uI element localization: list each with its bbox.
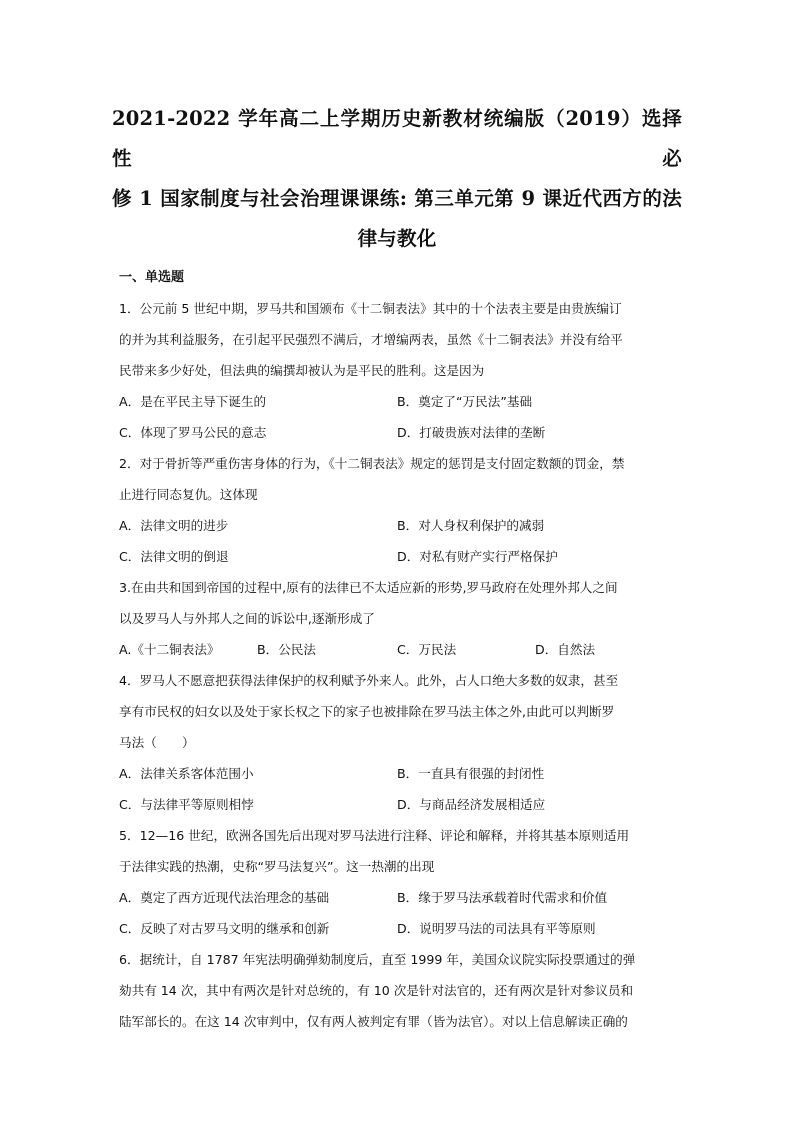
question-text-line: 3.在由共和国到帝国的过程中,原有的法律已不太适应新的形势,罗马政府在处理外邦人之间 <box>119 580 618 595</box>
section-heading: 一、单选题 <box>119 270 185 285</box>
question-text-line: 陆军部长的。在这 14 次审判中，仅有两人被判定有罪（皆为法官）。对以上信息解读正确的 <box>119 1014 628 1029</box>
option-c[interactable]: C．与法律平等原则相悖 <box>119 797 254 812</box>
option-d[interactable]: D．打破贵族对法律的垄断 <box>397 425 546 440</box>
option-a[interactable]: A．法律关系客体范围小 <box>119 766 254 781</box>
option-c[interactable]: C．体现了罗马公民的意志 <box>119 425 267 440</box>
title-line-1: 2021-2022 学年高二上学期历史新教材统编版（2019）选择性必 <box>112 107 682 170</box>
question-text-line: 以及罗马人与外邦人之间的诉讼中,逐渐形成了 <box>119 611 375 626</box>
option-a[interactable]: A．法律文明的进步 <box>119 518 229 533</box>
question-list <box>119 262 675 1037</box>
question-text-line: 4．罗马人不愿意把获得法律保护的权利赋予外来人。此外，占人口绝大多数的奴隶，甚至 <box>119 673 619 688</box>
question-text-line: 2．对于骨折等严重伤害身体的行为，《十二铜表法》规定的惩罚是支付固定数额的罚金，禁 <box>119 456 625 471</box>
option-d[interactable]: D．说明罗马法的司法具有平等原则 <box>397 921 596 936</box>
option-c[interactable]: C．反映了对古罗马文明的继承和创新 <box>119 921 330 936</box>
option-a[interactable]: A.《十二铜表法》 <box>119 642 220 657</box>
question-2 <box>119 448 675 572</box>
option-a[interactable]: A．奠定了西方近现代法治理念的基础 <box>119 890 330 905</box>
question-1 <box>119 293 675 448</box>
question-text-line: 劾共有 14 次，其中有两次是针对总统的，有 10 次是针对法官的，还有两次是针对参议员和 <box>119 983 634 998</box>
question-text-line: 1．公元前 5 世纪中期，罗马共和国颁布《十二铜表法》其中的十个法表主要是由贵族编订 <box>119 301 622 316</box>
option-b[interactable]: B．一直具有很强的封闭性 <box>397 766 545 781</box>
title-line-3: 律与教化 <box>357 227 437 250</box>
option-d[interactable]: D．与商品经济发展相适应 <box>397 797 546 812</box>
option-b[interactable]: B．公民法 <box>257 642 317 657</box>
option-d[interactable]: D．自然法 <box>535 642 596 657</box>
option-a[interactable]: A．是在平民主导下诞生的 <box>119 394 267 409</box>
question-text-line: 马法（ ） <box>119 735 195 750</box>
option-b[interactable]: B．奠定了“万民法”基础 <box>397 394 533 409</box>
question-text-line: 5．12—16 世纪，欧洲各国先后出现对罗马法进行注释、评论和解释，并将其基本原则适用 <box>119 828 630 843</box>
option-c[interactable]: C．万民法 <box>397 642 457 657</box>
title-line-2: 修 1 国家制度与社会治理课课练: 第三单元第 9 课近代西方的法 <box>112 187 682 210</box>
question-text-line: 6．据统计，自 1787 年宪法明确弹劾制度后，直至 1999 年，美国众议院实际投票通过的弹 <box>119 952 636 967</box>
question-text-line: 止进行同态复仇。这体现 <box>119 487 258 502</box>
question-text-line: 于法律实践的热潮，史称“罗马法复兴”。这一热潮的出现 <box>119 859 435 874</box>
option-b[interactable]: B．对人身权利保护的减弱 <box>397 518 545 533</box>
option-d[interactable]: D．对私有财产实行严格保护 <box>397 549 558 564</box>
document-title <box>112 99 682 259</box>
question-text-line: 享有市民权的妇女以及处于家长权之下的家子也被排除在罗马法主体之外,由此可以判断罗 <box>119 704 615 719</box>
question-3 <box>119 572 675 665</box>
option-b[interactable]: B．缘于罗马法承载着时代需求和价值 <box>397 890 608 905</box>
question-5 <box>119 820 675 944</box>
question-4 <box>119 665 675 820</box>
question-text-line: 的并为其利益服务，在引起平民强烈不满后，才增编两表，虽然《十二铜表法》并没有给平 <box>119 332 623 347</box>
question-6 <box>119 944 675 1037</box>
question-text-line: 民带来多少好处，但法典的编撰却被认为是平民的胜利。这是因为 <box>119 363 485 378</box>
option-c[interactable]: C．法律文明的倒退 <box>119 549 229 564</box>
